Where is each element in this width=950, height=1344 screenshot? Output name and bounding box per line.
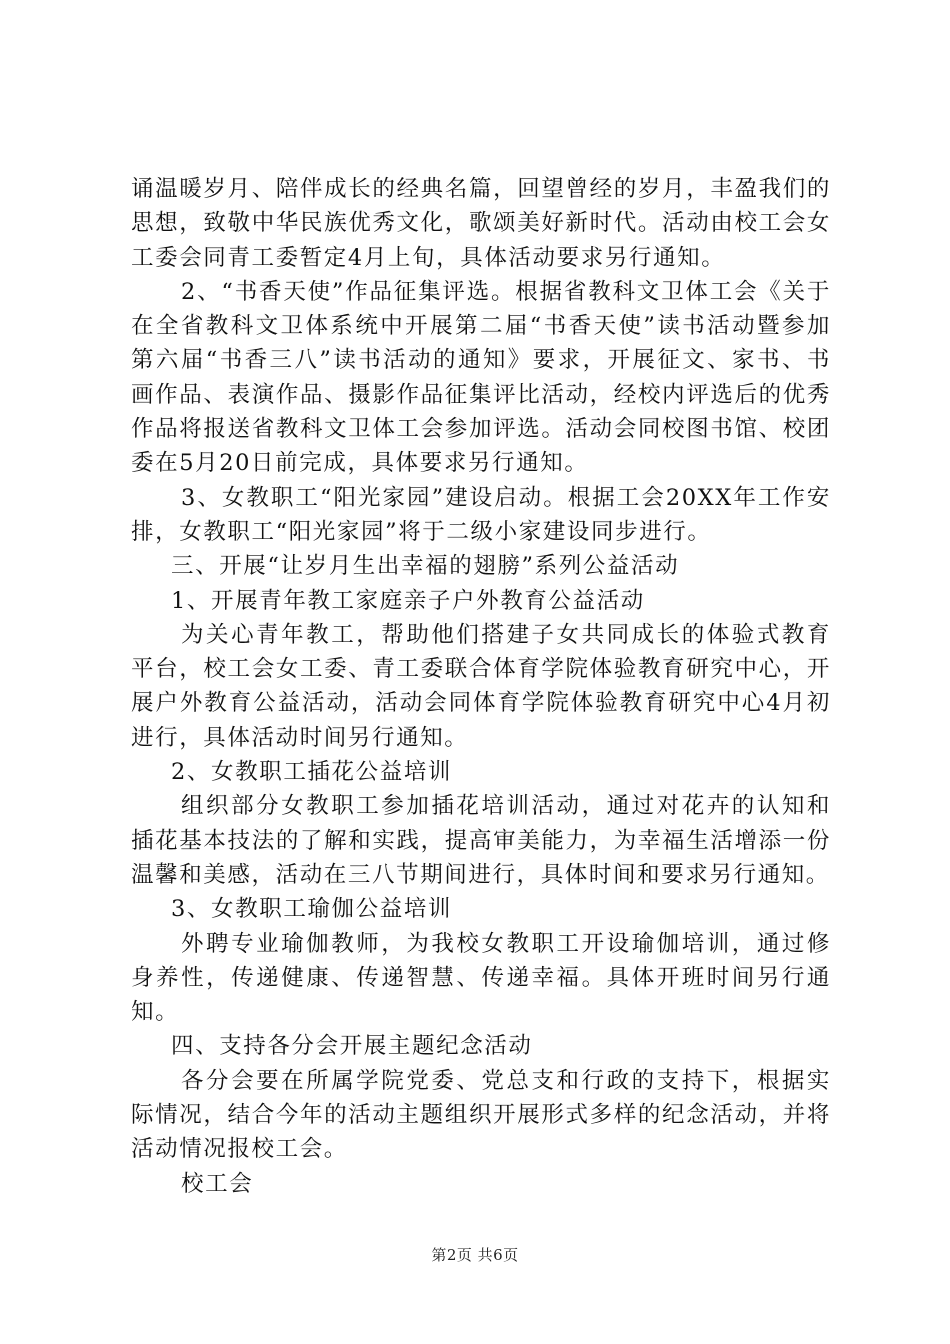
subsection-heading: 2、女教职工插花公益培训 bbox=[171, 759, 453, 786]
paragraph: 2、“书香天使”作品征集评选。根据省教科文卫体工会《关于在全省教科文卫体系统中开展第二届“书香天使”读书活动暨参加第六届“书香三八”读书活动的通知》要求，开展征文、家书、书画作品、表演作品、摄影作品征集评比活动，经校内评选后的优秀作品将报送省教科文卫体工会参加评选。活动会同校图书馆、校团委在5月20日前完成，具体要求另行通知。 bbox=[131, 278, 831, 477]
section-heading: 三、开展“让岁月生出幸福的翅膀”系列公益活动 bbox=[171, 553, 680, 580]
paragraph: 外聘专业瑜伽教师，为我校女教职工开设瑜伽培训，通过修身养性，传递健康、传递智慧、传递幸福。具体开班时间另行通知。 bbox=[131, 930, 831, 1026]
section-heading: 四、支持各分会开展主题纪念活动 bbox=[171, 1033, 533, 1060]
page-footer bbox=[0, 1244, 950, 1265]
paragraph: 3、女教职工“阳光家园”建设启动。根据工会20XX年工作安排，女教职工“阳光家园”将于二级小家建设同步进行。 bbox=[131, 484, 831, 545]
page-number: 第2页 共6页 bbox=[431, 1246, 519, 1264]
document-body bbox=[131, 172, 831, 1201]
signature-line: 校工会 bbox=[181, 1170, 254, 1197]
paragraph: 为关心青年教工，帮助他们搭建子女共同成长的体验式教育平台，校工会女工委、青工委联合体育学院体验教育研究中心，开展户外教育公益活动，活动会同体育学院体验教育研究中心4月初进行，具体活动时间另行通知。 bbox=[131, 621, 831, 751]
subsection-heading: 3、女教职工瑜伽公益培训 bbox=[171, 896, 453, 923]
subsection-heading: 1、开展青年教工家庭亲子户外教育公益活动 bbox=[171, 587, 645, 614]
paragraph: 各分会要在所属学院党委、党总支和行政的支持下，根据实际情况，结合今年的活动主题组织开展形式多样的纪念活动，并将活动情况报校工会。 bbox=[131, 1067, 831, 1163]
paragraph: 诵温暖岁月、陪伴成长的经典名篇，回望曾经的岁月，丰盈我们的思想，致敬中华民族优秀文化，歌颂美好新时代。活动由校工会女工委会同青工委暂定4月上旬，具体活动要求另行通知。 bbox=[131, 176, 831, 271]
paragraph: 组织部分女教职工参加插花培训活动，通过对花卉的认知和插花基本技法的了解和实践，提高审美能力，为幸福生活增添一份温馨和美感，活动在三八节期间进行，具体时间和要求另行通知。 bbox=[131, 793, 831, 888]
